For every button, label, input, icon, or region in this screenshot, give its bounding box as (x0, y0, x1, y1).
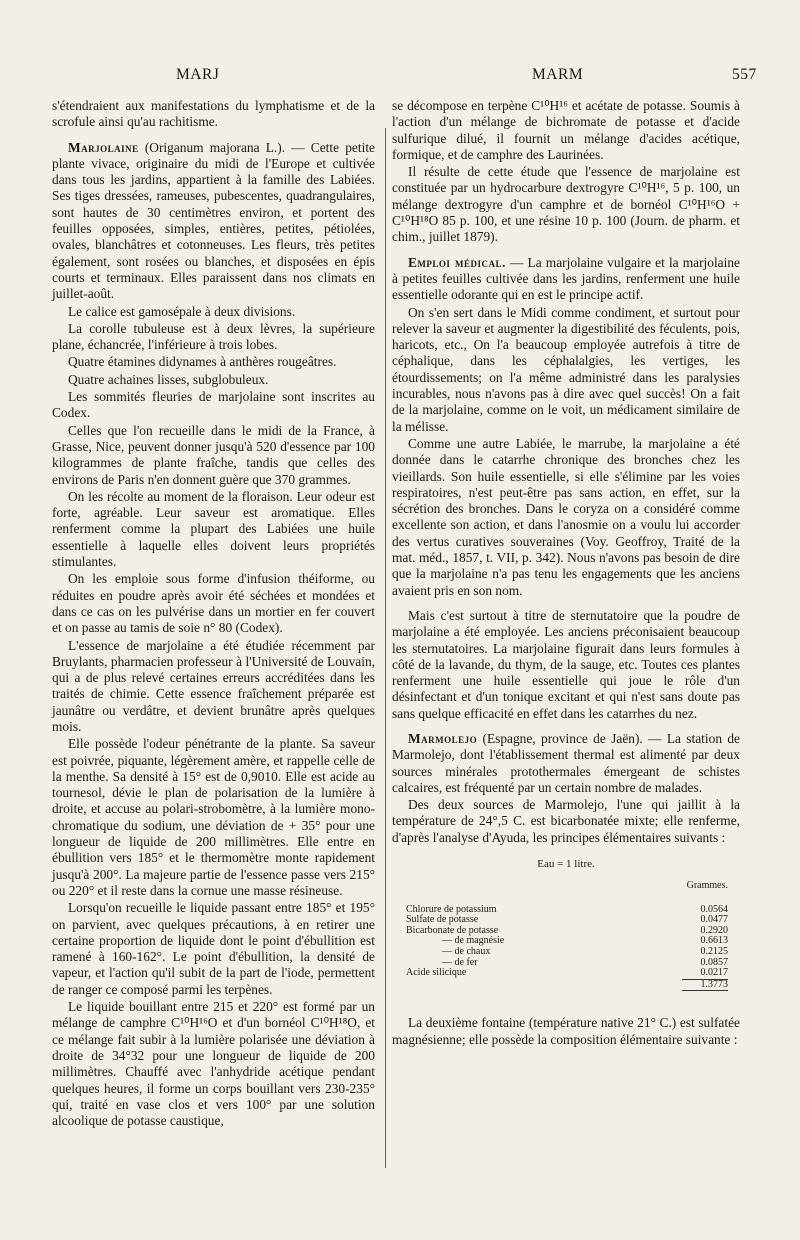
row-name: — de fer (442, 956, 478, 968)
paragraph: Les sommités fleuries de marjolaine sont inscrites au Codex. (52, 389, 375, 421)
table-caption: Eau = 1 litre. (537, 858, 595, 871)
row-name: Sulfate de potasse (406, 914, 479, 926)
row-value: 0.0857 (700, 956, 728, 968)
entry-text: (Espagne, province de Jaën). — La station de Marmolejo, dont l'établissement thermal est alimenté par deux sources minérales protothermales émergeant de schistes calcaires, est fréquenté par un certain nombre de malades. (392, 730, 740, 795)
row-value: 0.2920 (700, 924, 728, 936)
paragraph: Mais c'est surtout à titre de sternutatoire que la poudre de marjolaine a été employée. Les anciens préconisaient beaucoup les sternutatoires. La marjolaine figurait dans leurs formules à côté de la lavande, du thym, de la sauge, etc. Toutes ces plantes renferment une huile essentielle qui joue le rôle d'un désinfectant et d'un tonique excitant et qui n'est sans doute pas sans quelque efficacité en effet dans les catarrhes du nez. (392, 607, 740, 721)
entry-headword: Marmolejo (408, 730, 478, 746)
row-value: 0.0477 (700, 914, 728, 926)
section-text: — La marjolaine vulgaire et la marjolaine à petites feuilles cultivée dans les jardins, renferment une huile essentielle odorante qui en est le principe actif. (392, 254, 740, 303)
paragraph: Quatre achaines lisses, subglobuleux. (68, 371, 269, 387)
paragraph: Elle possède l'odeur pénétrante de la plante. Sa saveur est poivrée, piquante, légèrement amère, et rappelle celle de la menthe. Sa densité à 15° est de 0,9010. Elle est acide au tournesol, dévie le plan de polarisation de la lumière à droite, et accuse au polari-strobomètre, à la lumière mono-chromatique du sodium, une déviation de + 35° pour une longueur de liquide de 200 millimètres. Elle entre en ébullition vers 185° et le thermomètre monte rapidement jusqu'à 200°. La majeure partie de l'essence passe vers 215° ou 220° et il reste dans la cornue une masse résineuse. (52, 736, 375, 898)
row-name: — de chaux (442, 946, 491, 958)
paragraph: On les emploie sous forme d'infusion théiforme, ou réduites en poudre après avoir été séchées et mondées et dans ce cas on les pulvérise dans un mortier en fer couvert et on passe au tamis de soie n° 80 (Codex). (52, 571, 375, 636)
page-number: 557 (732, 66, 757, 83)
paragraph: On s'en sert dans le Midi comme condiment, et surtout pour relever la saveur et augmenter la digestibilité des féculents, pois, haricots, etc., On l'a beaucoup employée autrefois à titre de céphalique, dans les céphalalgies, les vertiges, les étourdissements; on l'a même administré dans les paralysies incurables, nous n'avons pas à dire avec quel succès! On a fait de la marjolaine, comme on le voit, un médicament similaire de la mélisse. (392, 304, 740, 434)
paragraph: Lorsqu'on recueille le liquide passant entre 185° et 195° on parvient, avec quelques précautions, à en retirer une certaine proportion de liquide dont le point d'ébullition est ramené à 160-162°. Le point d'ébullition, la densité de vapeur, et l'action qu'il subit de la part de l'iode, permettent de ranger ce composé parmi les terpènes. (52, 900, 375, 997)
column-divider (385, 128, 386, 1168)
row-value: 0.0217 (700, 967, 728, 979)
table-total: 1.3773 (682, 979, 728, 991)
running-head-center: MARM (532, 66, 584, 83)
paragraph: Il résulte de cette étude que l'essence de marjolaine est constituée par un hydrocarbure dextrogyre C¹⁰H¹⁶, 5 p. 100, un mélange dextrogyre d'un camphre et de bornéol C¹⁰H¹⁶O + C¹⁰H¹⁸O 85 p. 100, et une résine 10 p. 100 (Journ. de pharm. et chim., juillet 1879). (392, 164, 740, 245)
left-column (52, 98, 375, 1130)
paragraph: s'étendraient aux manifestations du lymphatisme et de la scrofule ainsi qu'au rachitisme. (52, 98, 375, 130)
paragraph: La deuxième fontaine (température native 21° C.) est sulfatée magnésienne; elle possède la composition élémentaire suivante : (392, 1015, 740, 1047)
composition-table (406, 905, 728, 992)
right-column (392, 98, 740, 1049)
row-name: Acide silicique (406, 967, 467, 979)
paragraph: La corolle tubuleuse est à deux lèvres, la supérieure plane, échancrée, l'inférieure à trois lobes. (52, 320, 375, 353)
paragraph: Celles que l'on recueille dans le midi de la France, à Grasse, Nice, peuvent donner jusqu'à 520 d'essence par 100 kilogrammes de plante fraîche, tandis que celles des environs de Paris n'en donnent guère que 370 grammes. (52, 422, 375, 487)
table-row (406, 968, 728, 979)
row-name: Chlorure de potassium (406, 903, 497, 915)
entry-text: (Origanum majorana L.). — Cette petite plante vivace, originaire du midi de l'Europe et cultivée dans tous les jardins, appartient à la famille des Labiées. Ses tiges dressées, rameuses, pubescentes, quadrangulaires, sont hautes de 30 centimètres environ, et portent des feuilles opposées, simples, entières, petites, pétiolées, ovales, blanchâtres et cotonneuses. Les fleurs, très petites également, sont rosées ou blanches, et disposées en épis courts et terminaux. Elles paraissent dans nos climats en juillet-août. (52, 139, 375, 302)
paragraph: Des deux sources de Marmolejo, l'une qui jaillit à la température de 24°,5 C. est bicarbonatée mixte; elle renferme, d'après l'analyse d'Ayuda, les principes élémentaires suivants : (392, 797, 740, 845)
row-name: — de magnésie (442, 935, 505, 947)
paragraph: Quatre étamines didynames à anthères rougeâtres. (68, 354, 337, 370)
table-unit: Grammes. (686, 880, 728, 892)
entry-marmolejo (392, 731, 740, 796)
entry-headword: Marjolaine (68, 139, 139, 155)
running-head-left: MARJ (176, 66, 220, 83)
paragraph: Le calice est gamosépale à deux divisions. (68, 303, 296, 319)
row-value: 0.0564 (700, 903, 728, 915)
row-value: 0.2125 (700, 946, 728, 958)
paragraph: Comme une autre Labiée, le marrube, la marjolaine a été donnée dans le catarrhe chronique des bronches chez les vieillards. Son huile essentielle, si elle s'élimine par les voies respiratoires, n'est peut-être pas sans action, en effet, sur la sécrétion des bronches. Dans le coryza on a considéré comme excellente son action, et dans l'anosmie on a voulu lui accorder des vertus curatives souveraines (Voy. Geoffroy, Traité de la mat. méd., 1857, t. VII, p. 342). Nous n'avons pas besoin de dire que la marjolaine n'a pas tenu les engagements que les anciens avaient pris en son nom. (392, 435, 740, 598)
section-emploi-medical (392, 255, 740, 304)
row-name: Bicarbonate de potasse (406, 924, 499, 936)
paragraph: se décompose en terpène C¹⁰H¹⁶ et acétate de potasse. Soumis à l'action d'un mélange de bichromate de potasse et d'acide sulfurique dilué, il fournit un mélange d'acides acétique, formique, et de camphre des Laurinées. (392, 98, 740, 162)
paragraph: On les récolte au moment de la floraison. Leur odeur est forte, agréable. Leur saveur est aromatique. Elles renferment comme la plupart des Labiées une huile essentielle à laquelle elles doivent leurs propriétés stimulantes. (52, 488, 375, 570)
section-heading: Emploi médical. (408, 254, 506, 270)
table-total-row (406, 979, 728, 991)
entry-marjolaine (52, 140, 375, 303)
paragraph: Le liquide bouillant entre 215 et 220° est formé par un mélange de camphre C¹⁰H¹⁶O et d'un bornéol C¹⁰H¹⁸O, et ce mélange fait subir à la lumière polarisée une déviation à droite de 34°32 pour une longueur de liquide de 200 millimètres. Chauffé avec l'anhydride acétique pendant quelques heures, il forme un corps bouillant vers 230-235° qui, traité en vase clos et vers 100° par une solution alcoolique de potasse caustique, (52, 999, 375, 1129)
paragraph: L'essence de marjolaine a été étudiée récemment par Bruylants, pharmacien professeur à l'Université de Louvain, qui a de plus relevé certaines erreurs accréditées dans les traités de chimie. Cette essence fraîchement préparée est jaunâtre ou verdâtre, et devient brunâtre après quelques mois. (52, 637, 375, 734)
row-value: 0.6613 (700, 935, 728, 947)
